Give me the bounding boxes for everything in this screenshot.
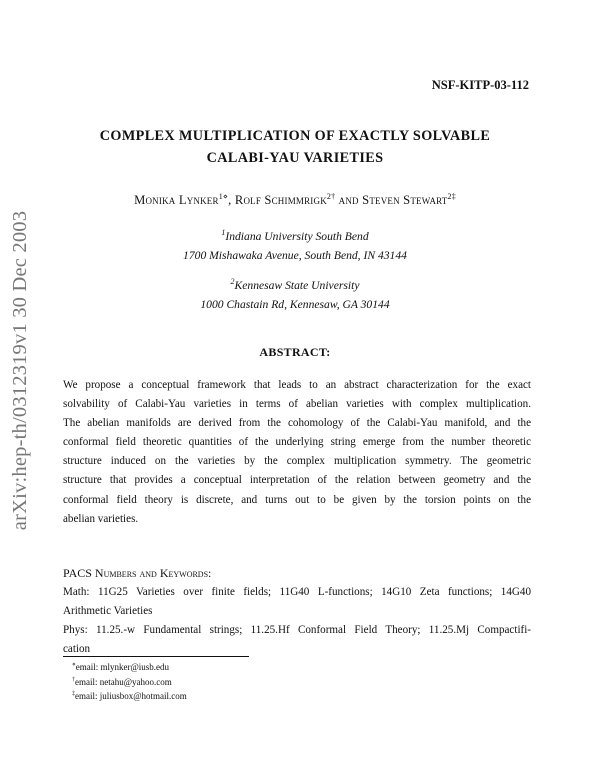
footnote-email: email: juliusbox@hotmail.com (75, 691, 187, 701)
author-3-mark: 2‡ (447, 192, 456, 201)
author-2: Rolf Schimmrigk (234, 193, 327, 208)
abstract-line: structure that provides a conceptual interpretation of the relation between geometry and the (63, 474, 531, 487)
author-separator: , (228, 193, 235, 208)
footnote (72, 674, 187, 689)
author-1: Monika Lynker (134, 193, 219, 208)
paper-title (60, 125, 530, 169)
affiliation-name: Indiana University South Bend (225, 229, 369, 243)
pacs-math-line: Math: 11G25 Varieties over finite fields; 11G40 L-functions; 14G10 Zeta functions; 14G40 (63, 586, 531, 599)
arxiv-stamp (4, 205, 38, 535)
abstract-body (63, 376, 531, 529)
footnote-email: email: mlynker@iusb.edu (75, 662, 170, 672)
abstract-line: conformal field theoretic quantities of the underlying string emerge from the number theoretic (63, 436, 531, 449)
pacs-heading: PACS Numbers and Keywords: (63, 566, 212, 580)
author-separator: and (335, 193, 363, 208)
affiliation-1 (60, 223, 530, 265)
report-number: NSF-KITP-03-112 (431, 78, 529, 92)
title-line-1: COMPLEX MULTIPLICATION OF EXACTLY SOLVABLE (99, 128, 491, 144)
pacs-phys-line: cation (63, 643, 91, 656)
author-list (60, 192, 530, 208)
affiliation-address: 1000 Chastain Rd, Kennesaw, GA 30144 (200, 297, 390, 311)
footnote (72, 659, 187, 674)
author-1-mark: 1⋄ (218, 192, 229, 201)
abstract-line: abelian varieties. (63, 512, 139, 525)
footnotes (72, 659, 187, 703)
arxiv-stamp-text: arXiv:hep-th/0312319v1 30 Dec 2003 (9, 210, 32, 530)
pacs-phys-line: Phys: 11.25.-w Fundamental strings; 11.25.Hf Conformal Field Theory; 11.25.Mj Compactifi- (63, 624, 531, 637)
author-2-mark: 2† (326, 192, 336, 201)
affiliation-2 (60, 272, 530, 314)
pacs-section (63, 564, 531, 659)
footnote-mark: † (72, 676, 75, 683)
footnote-mark: ⋄ (72, 662, 76, 668)
abstract-line: We propose a conceptual framework that leads to an abstract characterization for the exact (63, 379, 531, 391)
title-line-2: CALABI-YAU VARIETIES (206, 150, 384, 166)
affiliation-name: Kennesaw State University (234, 278, 360, 292)
footnote (72, 688, 187, 703)
abstract-line: solvability of Calabi-Yau varieties in terms of abelian varieties with complex multiplication. (63, 398, 531, 411)
pacs-math-line: Arithmetic Varieties (63, 605, 153, 618)
affiliation-address: 1700 Mishawaka Avenue, South Bend, IN 43144 (183, 248, 407, 262)
footnote-email: email: netahu@yahoo.com (75, 676, 172, 687)
abstract-line: The abelian manifolds are derived from the cohomology of the Calabi-Yau manifold, and the (63, 417, 531, 430)
footnote-rule (63, 656, 249, 657)
affiliation-mark: 1 (221, 228, 226, 237)
footnote-mark: ‡ (72, 691, 75, 697)
affiliation-mark: 2 (230, 277, 235, 286)
abstract-line: conformal field theory is discrete, and turns out to be given by the torsion points on the (63, 493, 531, 506)
abstract-line: structure induced on the varieties by the complex multiplication symmetry. The geometric (63, 455, 531, 468)
abstract-heading: ABSTRACT: (259, 345, 331, 359)
author-3: Steven Stewart (362, 193, 448, 208)
